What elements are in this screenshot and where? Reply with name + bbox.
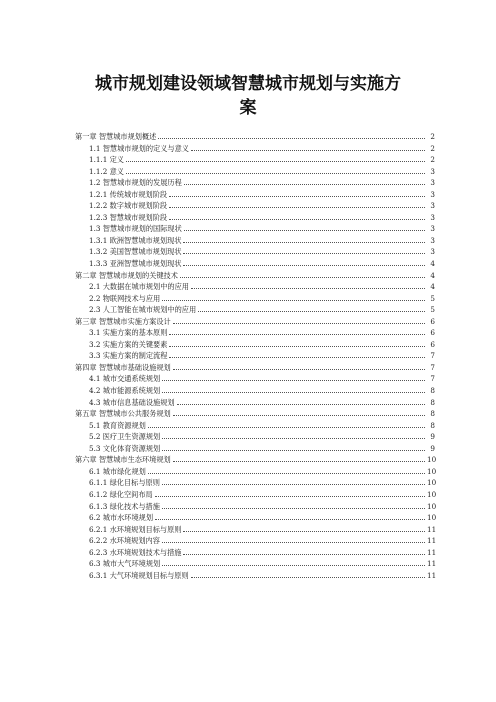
toc-dot-leader [183,235,425,243]
toc-page-number: 10 [427,501,437,511]
toc-dot-leader [148,420,425,428]
toc-dot-leader [169,200,425,208]
toc-dot-leader [198,304,425,312]
toc-page-number: 11 [427,570,437,580]
toc-entry-label: 3.2 实施方案的关键要素 [89,339,168,349]
toc-entry[interactable] [75,281,435,293]
toc-page-number: 10 [427,455,437,465]
toc-dot-leader [162,385,425,393]
toc-dot-leader [155,512,425,520]
toc-entry-label: 第五章 智慧城市公共服务规划 [75,409,171,419]
toc-entry[interactable] [75,223,435,235]
toc-entry-label: 6.2.2 水环境规划内容 [89,536,160,546]
toc-entry[interactable] [75,270,435,282]
toc-dot-leader [184,223,425,231]
toc-entry[interactable] [75,477,435,489]
toc-entry-label: 3.1 实施方案的基本原则 [89,328,168,338]
toc-dot-leader [169,189,425,197]
toc-dot-leader [169,212,425,220]
toc-entry[interactable] [75,524,435,536]
toc-entry-label: 第三章 智慧城市实施方案设计 [75,316,171,326]
toc-entry-label: 4.1 城市交通系统规划 [89,374,161,384]
toc-entry[interactable] [75,246,435,258]
toc-entry-label: 5.3 文化体育资源规划 [89,443,161,453]
toc-entry[interactable] [75,547,435,559]
toc-entry-label: 1.1.1 定义 [89,155,124,165]
toc-dot-leader [173,408,425,416]
toc-page-number: 3 [430,247,435,257]
toc-entry-label: 第六章 智慧城市生态环境规划 [75,455,171,465]
toc-entry-label: 2.1 大数据在城市规划中的应用 [89,282,189,292]
toc-entry-label: 6.1 城市绿化规划 [89,466,146,476]
toc-page-number: 10 [427,478,437,488]
toc-page-number: 8 [430,397,435,407]
toc-dot-leader [158,131,425,139]
toc-page-number: 4 [430,259,435,269]
toc-entry[interactable] [75,373,435,385]
toc-dot-leader [162,443,425,451]
toc-entry-label: 1.3.2 美国智慧城市规划现状 [89,247,182,257]
toc-entry[interactable] [75,154,435,166]
toc-entry-label: 6.3 城市大气环境规划 [89,559,161,569]
toc-entry[interactable] [75,397,435,409]
toc-dot-leader [180,270,425,278]
toc-entry-label: 6.1.3 绿化技术与措施 [89,501,160,511]
toc-dot-leader [177,397,425,405]
toc-dot-leader [191,570,425,578]
toc-entry[interactable] [75,535,435,547]
toc-page-number: 7 [430,351,435,361]
toc-page-number: 3 [430,166,435,176]
toc-entry[interactable] [75,454,435,466]
toc-entry[interactable] [75,327,435,339]
toc-page-number: 10 [427,466,437,476]
toc-page-number: 2 [430,143,435,153]
toc-page-number: 7 [430,362,435,372]
toc-page-number: 11 [427,536,437,546]
toc-entry-label: 1.2.2 数字城市规划阶段 [89,201,168,211]
toc-page-number: 8 [430,386,435,396]
toc-dot-leader [173,362,425,370]
toc-page-number: 11 [427,559,437,569]
toc-dot-leader [169,350,425,358]
toc-entry[interactable] [75,143,435,155]
toc-entry-label: 1.3.1 欧洲智慧城市规划现状 [89,235,182,245]
toc-entry[interactable] [75,408,435,420]
toc-entry[interactable] [75,443,435,455]
toc-entry-label: 5.2 医疗卫生资源规划 [89,432,161,442]
table-of-contents [75,131,435,581]
toc-entry[interactable] [75,501,435,513]
toc-dot-leader [162,477,425,485]
toc-dot-leader [169,327,425,335]
toc-page-number: 5 [430,305,435,315]
toc-page-number: 7 [430,374,435,384]
toc-entry[interactable] [75,316,435,328]
toc-page-number: 3 [430,235,435,245]
toc-entry-label: 1.2.1 传统城市规划阶段 [89,189,168,199]
toc-entry-label: 1.3.3 亚洲智慧城市规划现状 [89,259,182,269]
toc-page-number: 3 [430,189,435,199]
toc-page-number: 2 [430,132,435,141]
toc-entry-label: 第四章 智慧城市基础设施规划 [75,362,171,372]
toc-page-number: 3 [430,224,435,234]
title-line-1: 城市规划建设领域智慧城市规划与实施方 [95,74,401,94]
toc-entry-label: 1.2 智慧城市规划的发展历程 [89,178,182,188]
toc-entry-label: 5.1 教育资源规划 [89,420,146,430]
toc-dot-leader [191,281,425,289]
toc-page-number: 11 [427,524,437,534]
toc-dot-leader [162,501,425,509]
toc-entry[interactable] [75,177,435,189]
toc-page-number: 4 [430,282,435,292]
toc-entry[interactable] [75,166,435,178]
toc-dot-leader [126,166,425,174]
toc-entry-label: 第一章 智慧城市规划概述 [75,132,157,141]
toc-entry[interactable] [75,431,435,443]
toc-page-number: 5 [430,293,435,303]
toc-entry[interactable] [75,512,435,524]
toc-page-number: 11 [427,547,437,557]
toc-entry[interactable] [75,385,435,397]
toc-entry-label: 6.3.1 大气环境规划目标与原则 [89,570,189,580]
toc-entry[interactable] [75,131,435,143]
toc-entry-label: 6.2.1 水环境规划目标与原则 [89,524,182,534]
toc-entry-label: 1.2.3 智慧城市规划阶段 [89,212,168,222]
document-title [60,72,436,120]
toc-dot-leader [183,547,425,555]
toc-dot-leader [173,316,425,324]
toc-page-number: 8 [430,420,435,430]
toc-entry-label: 1.3 智慧城市规划的国际现状 [89,224,182,234]
toc-dot-leader [162,535,425,543]
toc-entry[interactable] [75,258,435,270]
toc-dot-leader [126,154,425,162]
toc-entry-label: 6.2 城市水环境规划 [89,513,154,523]
toc-entry-label: 4.3 城市信息基础设施规划 [89,397,175,407]
toc-entry[interactable] [75,466,435,478]
toc-entry-label: 6.2.3 水环境规划技术与措施 [89,547,182,557]
toc-entry-label: 1.1 智慧城市规划的定义与意义 [89,143,189,153]
toc-entry[interactable] [75,420,435,432]
toc-dot-leader [183,246,425,254]
toc-page-number: 2 [430,155,435,165]
toc-entry-label: 6.1.2 绿化空间布局 [89,489,153,499]
toc-entry-label: 2.3 人工智能在城市规划中的应用 [89,305,197,315]
toc-entry-label: 6.1.1 绿化目标与原则 [89,478,160,488]
toc-entry-label: 2.2 物联网技术与应用 [89,293,161,303]
toc-page-number: 3 [430,212,435,222]
toc-page-number: 8 [430,409,435,419]
toc-entry-label: 3.3 实施方案的制定流程 [89,351,168,361]
toc-entry[interactable] [75,570,435,582]
toc-entry[interactable] [75,304,435,316]
toc-dot-leader [162,431,425,439]
toc-entry[interactable] [75,200,435,212]
toc-page-number: 6 [430,328,435,338]
title-line-2: 案 [239,98,257,118]
toc-entry[interactable] [75,212,435,224]
toc-entry[interactable] [75,350,435,362]
toc-dot-leader [183,524,425,532]
toc-page-number: 6 [430,316,435,326]
toc-entry[interactable] [75,558,435,570]
toc-dot-leader [191,143,425,151]
toc-entry-label: 1.1.2 意义 [89,166,124,176]
toc-entry[interactable] [75,362,435,374]
toc-page-number: 9 [430,432,435,442]
toc-entry[interactable] [75,293,435,305]
toc-entry[interactable] [75,235,435,247]
toc-dot-leader [162,558,425,566]
toc-dot-leader [155,489,425,497]
toc-page-number: 6 [430,339,435,349]
toc-dot-leader [183,258,425,266]
toc-dot-leader [162,373,425,381]
toc-dot-leader [162,293,425,301]
toc-entry[interactable] [75,189,435,201]
toc-entry[interactable] [75,489,435,501]
toc-page-number: 3 [430,178,435,188]
toc-page-number: 3 [430,201,435,211]
toc-entry[interactable] [75,339,435,351]
toc-entry-label: 4.2 城市能源系统规划 [89,386,161,396]
toc-entry-label: 第二章 智慧城市规划的关键技术 [75,270,178,280]
toc-dot-leader [184,177,425,185]
toc-page-number: 4 [430,270,435,280]
toc-page-number: 9 [430,443,435,453]
toc-dot-leader [148,466,425,474]
toc-page-number: 10 [427,489,437,499]
toc-dot-leader [169,339,425,347]
toc-dot-leader [173,454,425,462]
toc-page-number: 10 [427,513,437,523]
